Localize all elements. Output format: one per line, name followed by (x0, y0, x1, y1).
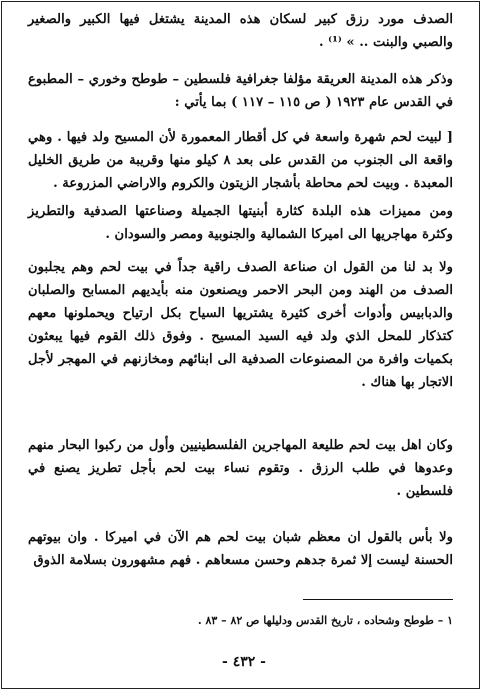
paragraph-7: ولا بأس بالقول ان معظم شبان بيت لحم هم الآن في اميركا . وان بيوتهم الحسنة ليست إلا ثمرة جدهم وحسن مسعاهم . فهم مشهورون بسلامة الذوق (28, 530, 453, 568)
paragraph-2: وذكر هذه المدينة العريقة مؤلفا جغرافية فلسطين – طوطح وخوري – المطبوع في القدس عام ١٩٢٣ ( ص ١١٥ – ١١٧ ) بما يأتي : (28, 72, 453, 110)
paragraph-5: ولا بد لنا من القول ان صناعة الصدف راقية جداً في بيت لحم وهم يجلبون الصدف من الهند ومن البحر الاحمر ويصنعون منه بأيديهم المسابح والصلبان والدبابيس وأدوات أخرى كثيرة يشتريها السياح بكل ارتياح ويحملونها معهم كتذكار للمحل الذي ولد فيه السيد المسيح . وفوق ذلك القوم فيها يبعثون بكميات وافرة من المصنوعات الصدفية الى ابنائهم ومخازنهم في المهجر لأجل الاتجار بها هناك . (28, 260, 453, 390)
footnote-divider (303, 599, 453, 600)
footnote: ١ – طوطح وشحاده ، تاريخ القدس ودليلها ص ٨٢ – ٨٣ . (197, 614, 453, 627)
paragraph-6: وكان اهل بيت لحم طليعة المهاجرين الفلسطينيين وأول من ركبوا البحار منهم وعدوها في طلب الرزق . وتقوم نساء بيت لحم بأجل تطريز يصنع في فلسطين . (28, 438, 453, 499)
paragraph-3-quote: [ لبيت لحم شهرة واسعة في كل أقطار المعمورة لأن المسيح ولد فيها . وهي واقعة الى الجنوب من القدس على بعد ٨ كيلو منها وقريبة من طريق الخليل المعبدة . وبيت لحم محاطة بأشجار الزيتون والكروم والاراضي المزروعة . (28, 130, 453, 191)
page-frame (1, 1, 480, 689)
page-number: - ٤٣٢ - (222, 654, 266, 670)
paragraph-4: ومن مميزات هذه البلدة كثارة أبنيتها الجميلة وصناعتها الصدفية والتطريز وكثرة مهاجريها الى اميركا الشمالية والجنوبية ومصر والسودان . (28, 204, 453, 242)
paragraph-1: الصدف مورد رزق كبير لسكان هذه المدينة يشتغل فيها الكبير والصغير والصبي والبنت .. » ⁽¹⁾ . (28, 12, 453, 50)
